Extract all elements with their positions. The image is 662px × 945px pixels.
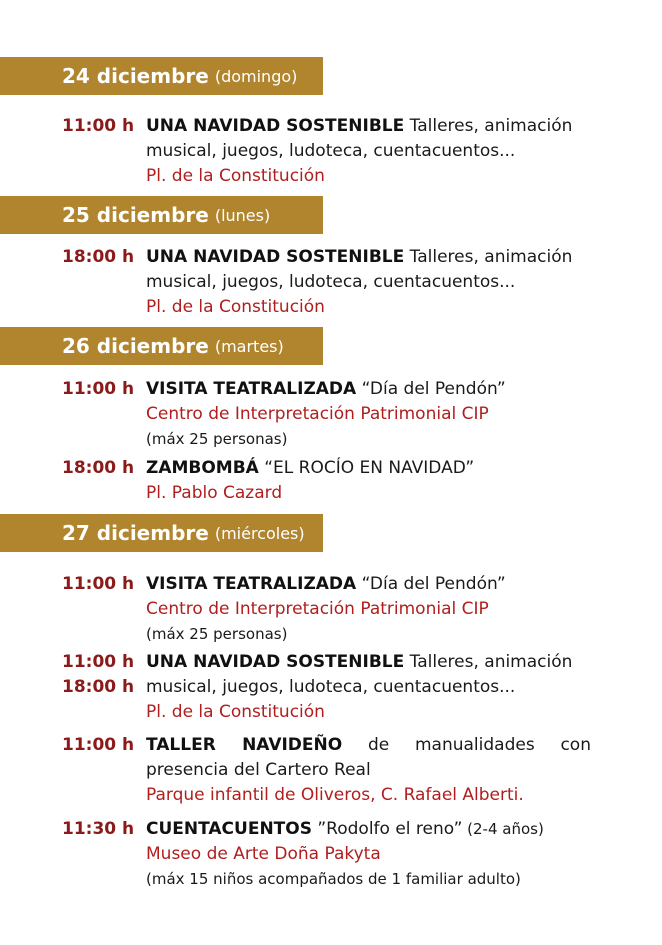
event-title: CUENTACUENTOS <box>146 819 312 839</box>
event-text: “EL ROCÍO EN NAVIDAD” <box>258 458 475 478</box>
day-weekday: (miércoles) <box>214 523 305 543</box>
day-date: 26 diciembre <box>62 334 209 358</box>
event-text: “Día del Pendón” <box>356 574 506 594</box>
event-title: UNA NAVIDAD SOSTENIBLE <box>146 652 405 672</box>
event-time: 11:00 h <box>62 116 135 136</box>
event-time: 11:00 h <box>62 735 135 755</box>
event-time: 11:00 h <box>62 574 135 594</box>
event-title: ZAMBOMBÁ <box>146 458 259 478</box>
event-time: 11:00 h <box>62 652 135 672</box>
event-note: (máx 25 personas) <box>146 625 288 643</box>
event-time: 18:00 h <box>62 458 135 478</box>
event-place: Centro de Interpretación Patrimonial CIP <box>146 404 489 424</box>
day-header-26 <box>0 327 323 365</box>
event-text: ”Rodolfo el reno” <box>311 819 463 839</box>
day-date: 27 diciembre <box>62 521 209 545</box>
day-weekday: (martes) <box>214 336 284 356</box>
event-text: Talleres, animación musical, juegos, ludoteca, cuentacuentos... <box>146 652 573 697</box>
event-title: VISITA TEATRALIZADA <box>146 574 357 594</box>
event-time-second: 18:00 h <box>62 677 135 697</box>
event-place: Pl. de la Constitución <box>146 297 325 317</box>
event-text: de manualidades con presencia del Cartero Real <box>146 735 591 780</box>
event-time: 11:30 h <box>62 819 135 839</box>
day-date: 25 diciembre <box>62 203 209 227</box>
day-weekday: (domingo) <box>214 66 298 86</box>
event-title: UNA NAVIDAD SOSTENIBLE <box>146 116 405 136</box>
event-place: Pl. de la Constitución <box>146 166 325 186</box>
event-text: Talleres, animación musical, juegos, ludoteca, cuentacuentos... <box>146 116 573 161</box>
event-time: 18:00 h <box>62 247 135 267</box>
day-header-27 <box>0 514 323 552</box>
event-place: Pl. Pablo Cazard <box>146 483 283 503</box>
event-place: Centro de Interpretación Patrimonial CIP <box>146 599 489 619</box>
event-place: Museo de Arte Doña Pakyta <box>146 844 381 864</box>
event-note: (máx 15 niños acompañados de 1 familiar adulto) <box>146 870 521 888</box>
event-text: “Día del Pendón” <box>356 379 506 399</box>
event-text: Talleres, animación musical, juegos, ludoteca, cuentacuentos... <box>146 247 573 292</box>
day-header-24 <box>0 57 323 95</box>
event-time: 11:00 h <box>62 379 135 399</box>
event-title: TALLER NAVIDEÑO <box>146 735 343 755</box>
event-title: UNA NAVIDAD SOSTENIBLE <box>146 247 405 267</box>
event-title: VISITA TEATRALIZADA <box>146 379 357 399</box>
day-weekday: (lunes) <box>214 205 271 225</box>
event-place: Parque infantil de Oliveros, C. Rafael Alberti. <box>146 785 524 805</box>
event-note: (máx 25 personas) <box>146 430 288 448</box>
event-age-range: (2-4 años) <box>462 820 544 838</box>
event-place: Pl. de la Constitución <box>146 702 325 722</box>
day-date: 24 diciembre <box>62 64 209 88</box>
day-header-25 <box>0 196 323 234</box>
